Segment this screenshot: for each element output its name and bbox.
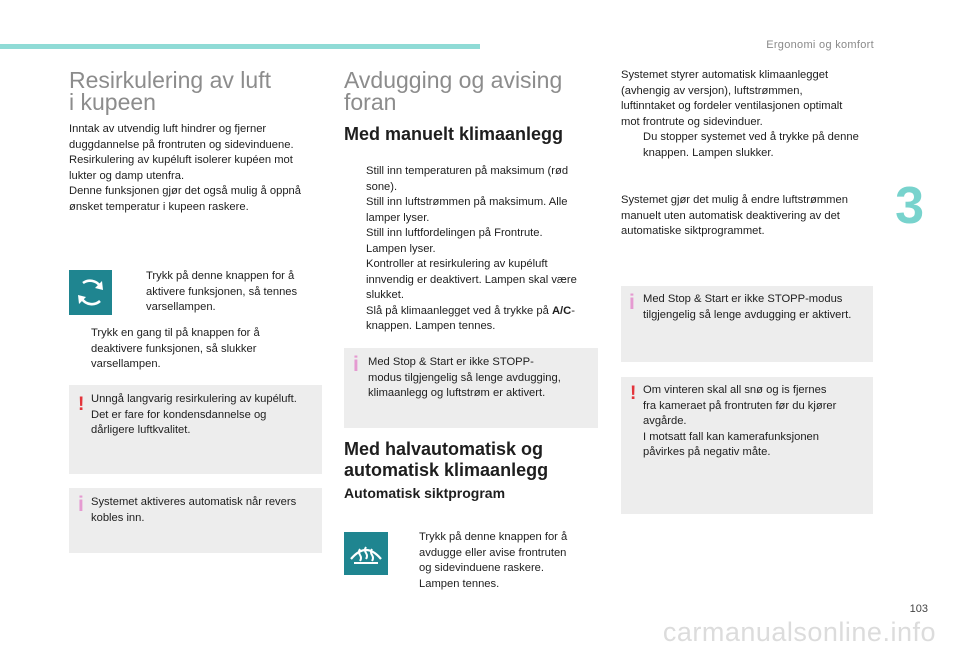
recirculation-intro: Inntak av utvendig luft hindrer og fjerner duggdannelse på frontruten og sidevinduene. Resirkulering av kupéluft isolerer kupéen mot lukter og damp utenfra. Denne funksjonen gjør det også mulig å oppnå ønsket temperatur i kupeen raskere. [69, 123, 301, 213]
recirculation-title: Resirkulering av luft i kupeen [69, 67, 271, 115]
info-icon: i [629, 291, 635, 314]
warning-icon: ! [630, 383, 637, 404]
chapter-number: 3 [895, 177, 924, 235]
defog-title: Avdugging og avising foran [344, 67, 563, 115]
recirculation-deactivate: Trykk en gang til på knappen for å deaktivere funksjonen, så slukker varsellampen. [91, 327, 260, 370]
info-icon: i [353, 353, 359, 376]
defog-info-box: i Med Stop & Start er ikke STOPP- modus tilgjengelig så lenge avdugging, klimaanlegg og luftstrøm er aktivert. [344, 348, 598, 428]
manual-ac-heading: Med manuelt klimaanlegg [344, 124, 564, 144]
auto-system-description: Systemet styrer automatisk klimaanlegget (avhengig av versjon), luftstrømmen, luftinntaket og fordeler ventilasjonen optimalt mot frontrute og sidevinduer. Du stopper systemet ved å trykke på denne knappen. Lampen slukker. [621, 69, 859, 159]
manual-ac-steps: Still inn temperaturen på maksimum (rød sone). Still inn luftstrømmen på maksimum. Alle lamper lyser. Still inn luftfordelingen på Frontrute. Lampen lyser. Kontroller at resirkulering av kupéluft innvendig er deaktivert. Lampen skal være slukket. Slå på klimaanlegget ved å trykke på A/C- knappen. Lampen tennes. [366, 165, 577, 332]
info-icon: i [78, 493, 84, 516]
camera-warning-box: ! Om vinteren skal all snø og is fjernes fra kameraet på frontruten før du kjører avgårde. I motsatt fall kan kamerafunksjonen påvirkes på negativ måte. [621, 377, 873, 514]
visibility-program-heading: Automatisk siktprogram [344, 485, 506, 501]
recirculation-button-icon [69, 270, 112, 315]
auto-ac-heading: Med halvautomatisk og automatisk klimaanlegg [344, 439, 549, 480]
section-header: Ergonomi og komfort [766, 39, 874, 51]
recirculation-button-text: Trykk på denne knappen for å aktivere funksjonen, så tennes varsellampen. [146, 270, 298, 313]
top-accent-bar [0, 44, 480, 49]
defog-button-text: Trykk på denne knappen for å avdugge eller avise frontruten og sidevinduene raskere. Lampen tennes. [419, 531, 568, 590]
recirculation-info-box: i Systemet aktiveres automatisk når revers kobles inn. [69, 488, 322, 553]
page-number: 103 [909, 603, 928, 615]
watermark: carmanualsonline.info [662, 617, 936, 647]
windscreen-defog-button-icon [344, 532, 388, 575]
manual-airflow-note: Systemet gjør det mulig å endre luftstrømmen manuelt uten automatisk deaktivering av det automatiske siktprogrammet. [621, 194, 848, 237]
stop-start-info-box: i Med Stop & Start er ikke STOPP-modus tilgjengelig så lenge avdugging er aktivert. [621, 286, 873, 362]
recirculation-warning-box: ! Unngå langvarig resirkulering av kupéluft. Det er fare for kondensdannelse og dårligere luftkvalitet. [69, 385, 322, 474]
warning-icon: ! [78, 394, 85, 415]
